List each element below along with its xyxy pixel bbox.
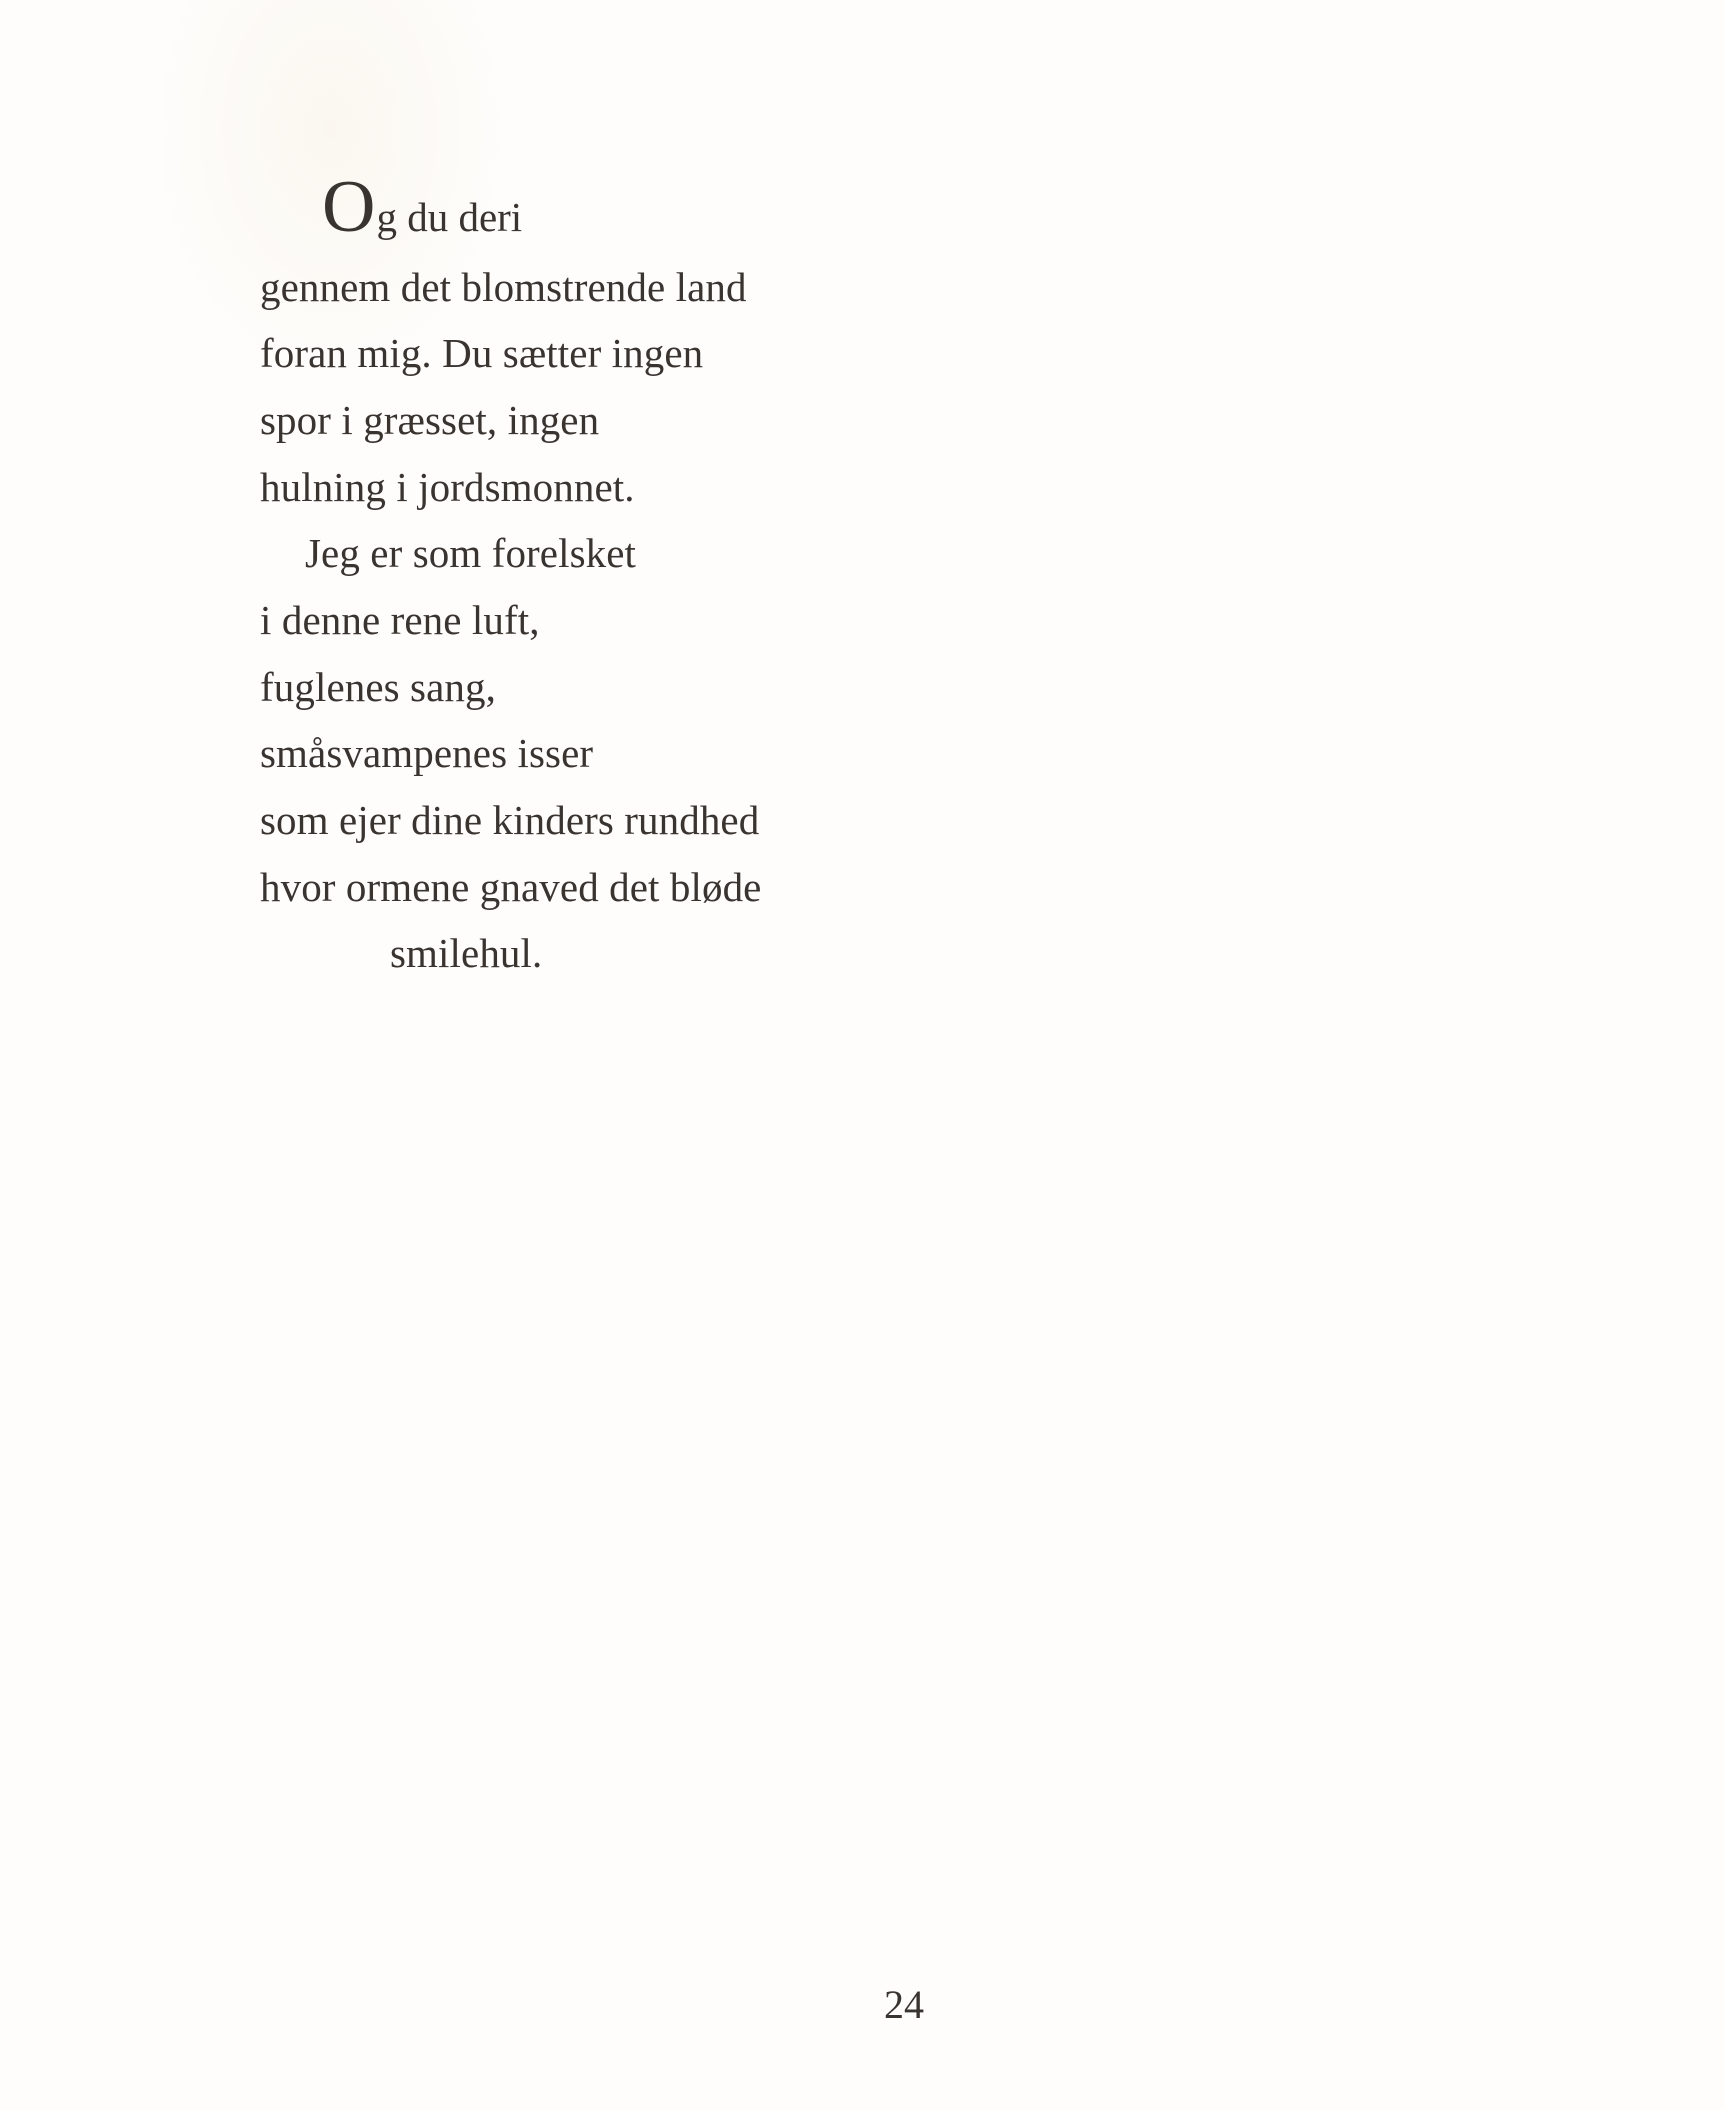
poem-line: småsvampenes isser (260, 730, 594, 776)
poem-line: hulning i jordsmonnet. (260, 464, 635, 510)
poem-line: spor i græsset, ingen (260, 397, 600, 443)
poem-line: fuglenes sang, (260, 664, 496, 710)
poem-line: foran mig. Du sætter ingen (260, 330, 704, 376)
poem-line-last: smilehul. (390, 930, 543, 976)
poem-line-stanza-start: Jeg er som forelsket (305, 530, 637, 576)
poem-line: som ejer dine kinders rundhed (260, 797, 760, 843)
poem-line: gennem det blomstrende land (260, 264, 747, 310)
poem-line: hvor ormene gnaved det bløde (260, 864, 762, 910)
poem-first-line (322, 166, 523, 248)
poem-line: i denne rene luft, (260, 597, 540, 643)
first-line-text: g du deri (376, 194, 523, 240)
initial-letter: O (322, 166, 376, 248)
page-number: 24 (884, 1982, 924, 2027)
